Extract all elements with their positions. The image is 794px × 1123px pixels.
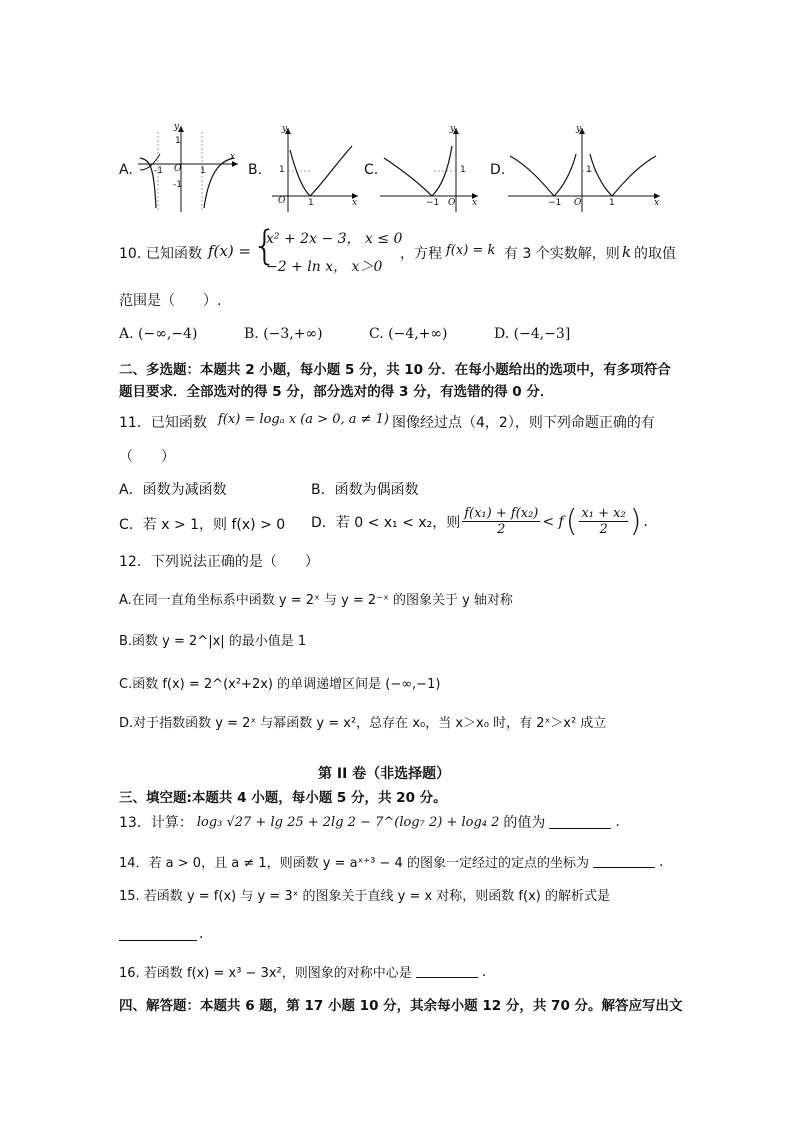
q9-option-a-label: A. [119, 162, 133, 178]
q16-text: 16. 若函数 f(x) = x³ − 3x²，则图象的对称中心是 [119, 966, 412, 981]
q14-end: . [658, 853, 664, 870]
q16-line [119, 962, 486, 981]
graph-c-one-y: 1 [460, 165, 466, 175]
q15-answer-blank[interactable] [119, 928, 197, 941]
q11-paren: （ ） [119, 449, 175, 465]
q9-option-b-label: B. [248, 162, 263, 178]
graph-b-x-label: x [352, 198, 358, 208]
q10-option-c: C. (−4,+∞) [369, 326, 448, 342]
q11-stem-a: 11．已知函数 [119, 415, 207, 431]
q10-function: f(x) = [208, 242, 252, 260]
q13-end: . [615, 814, 620, 830]
q10-option-d: D. (−4,−3] [494, 326, 571, 342]
q12-option-d: D.对于指数函数 y = 2ˣ 与幂函数 y = x²，总存在 x₀，当 x＞x₀ 时，有 2ˣ＞x² 成立 [119, 716, 607, 731]
fraction-2-denominator: 2 [599, 522, 608, 537]
graph-a-neg-one-y: -1 [173, 180, 182, 190]
graph-d-one-y: 1 [586, 165, 592, 175]
graph-d-one-x: 1 [609, 198, 615, 208]
q13-suffix: 的值为 [503, 815, 546, 831]
q10-text-d: 的取值 [634, 246, 676, 262]
q11-option-d-fraction-1 [462, 506, 540, 537]
section-2-line-1: 二、多选题：本题共 2 小题，每小题 5 分，共 10 分．在每小题给出的选项中，有多项符合 [119, 362, 671, 378]
q10-text-c: 有 3 个实数解，则 [504, 246, 620, 262]
q9-graph-d [506, 124, 664, 216]
q15-text: 15. 若函数 y = f(x) 与 y = 3ˣ 的图象关于直线 y = x 对称，则函数 f(x) 的解析式是 [119, 889, 610, 904]
q10-line-2: 范围是（ ）. [119, 293, 222, 309]
q16-end: . [481, 963, 487, 980]
q14-text: 14．若 a > 0，且 a ≠ 1，则函数 y = aˣ⁺³ − 4 的图象一定经过的定点的坐标为 [119, 856, 589, 871]
q13-expression: log₃ √27 + lg 25 + 2lg 2 − 7^(log₇ 2) + log₄ 2 [196, 814, 500, 830]
q11-option-c: C．若 x > 1，则 f(x) > 0 [119, 517, 286, 533]
left-paren: ( [565, 504, 578, 539]
q11-option-d-fraction-2 [579, 506, 627, 537]
q11-option-d [311, 504, 648, 539]
q13-answer-blank[interactable] [549, 816, 611, 829]
graph-b-origin: O [278, 196, 286, 206]
section-4-line-1: 四、解答题：本题共 6 题，第 17 小题 10 分，其余每小题 12 分，共 70 分。解答应写出文 [119, 998, 683, 1014]
q12-option-c: C.函数 f(x) = 2^(x²+2x) 的单调递增区间是 (−∞,−1) [119, 677, 441, 692]
q14-line [119, 852, 663, 871]
q15-answer-line [119, 926, 203, 942]
q10-text-a: 已知函数 [146, 246, 202, 262]
section-3-heading: 三、填空题:本题共 4 小题，每小题 5 分，共 20 分。 [119, 790, 447, 806]
fraction-1-numerator: f(x₁) + f(x₂) [464, 506, 539, 521]
graph-c-x-label: x [472, 198, 478, 208]
graph-b-y-label: y [282, 124, 288, 134]
graph-b-one-y: 1 [279, 165, 285, 175]
section-2-line-2: 题目要求．全部选对的得 5 分，部分选对的得 3 分，有选错的得 0 分． [119, 384, 554, 400]
q10-option-b: B. (−3,+∞) [244, 326, 323, 342]
graph-b-one-x: 1 [308, 198, 314, 208]
q10-number: 10． [119, 246, 151, 262]
q9-option-d-label: D. [490, 162, 506, 178]
q13-line [119, 812, 620, 832]
q11-function: f(x) = logₐ x (a > 0, a ≠ 1) [218, 412, 389, 427]
part-2-title: 第 II 卷（非选择题） [318, 766, 451, 782]
q10-option-a: A. (−∞,−4) [119, 326, 198, 342]
q10-case-1: x² + 2x − 3， x ≤ 0 [266, 231, 403, 247]
fraction-2-numerator: x₁ + x₂ [581, 506, 626, 521]
q12-option-b: B.函数 y = 2^|x| 的最小值是 1 [119, 634, 307, 649]
q10-k: k [622, 243, 632, 261]
q10-text-b: ，方程 [400, 246, 442, 262]
graph-a-one: 1 [175, 136, 181, 146]
graph-a-pos-one: 1 [200, 166, 206, 176]
q10-equation: f(x) = k [446, 243, 496, 258]
q12-stem: 12．下列说法正确的是（ ） [119, 554, 319, 570]
q13-prefix: 13．计算： [119, 815, 193, 831]
graph-d-x-label: x [654, 198, 660, 208]
q11-stem-b: 图像经过点（4，2），则下列命题正确的有 [392, 415, 655, 431]
q15-end: . [199, 926, 204, 942]
graph-a-x-label: x [230, 152, 236, 162]
q10-brace: { [252, 223, 278, 269]
right-paren: ) [629, 504, 642, 539]
q9-graph-a [134, 122, 244, 214]
graph-a-origin: O [174, 164, 182, 174]
graph-c-origin: O [448, 198, 456, 208]
graph-d-y-label: y [576, 124, 582, 134]
q11-option-d-end: . [643, 513, 648, 530]
q14-answer-blank[interactable] [593, 855, 655, 868]
q11-option-b: B．函数为偶函数 [311, 482, 419, 498]
fraction-1-denominator: 2 [497, 522, 506, 537]
graph-a-y-label: y [174, 122, 180, 132]
graph-d-origin: O [574, 198, 582, 208]
q16-answer-blank[interactable] [416, 965, 478, 978]
q10-case-2: −2 + ln x， x＞0 [266, 259, 383, 275]
graph-d-neg-one: −1 [548, 198, 562, 208]
graph-a-neg-one: -1 [154, 166, 163, 176]
graph-c-y-label: y [450, 124, 456, 134]
q9-graph-b [262, 124, 362, 216]
q11-option-a: A．函数为减函数 [119, 482, 227, 498]
q12-option-a: A.在同一直角坐标系中函数 y = 2ˣ 与 y = 2⁻ˣ 的图象关于 y 轴对称 [119, 593, 513, 608]
q9-graph-c [378, 124, 482, 216]
q11-option-d-less-than: < f [542, 513, 564, 530]
q11-option-d-prefix: D．若 0 < x₁ < x₂，则 [311, 514, 461, 531]
graph-c-neg-one: −1 [426, 198, 440, 208]
q9-option-c-label: C. [364, 162, 379, 178]
